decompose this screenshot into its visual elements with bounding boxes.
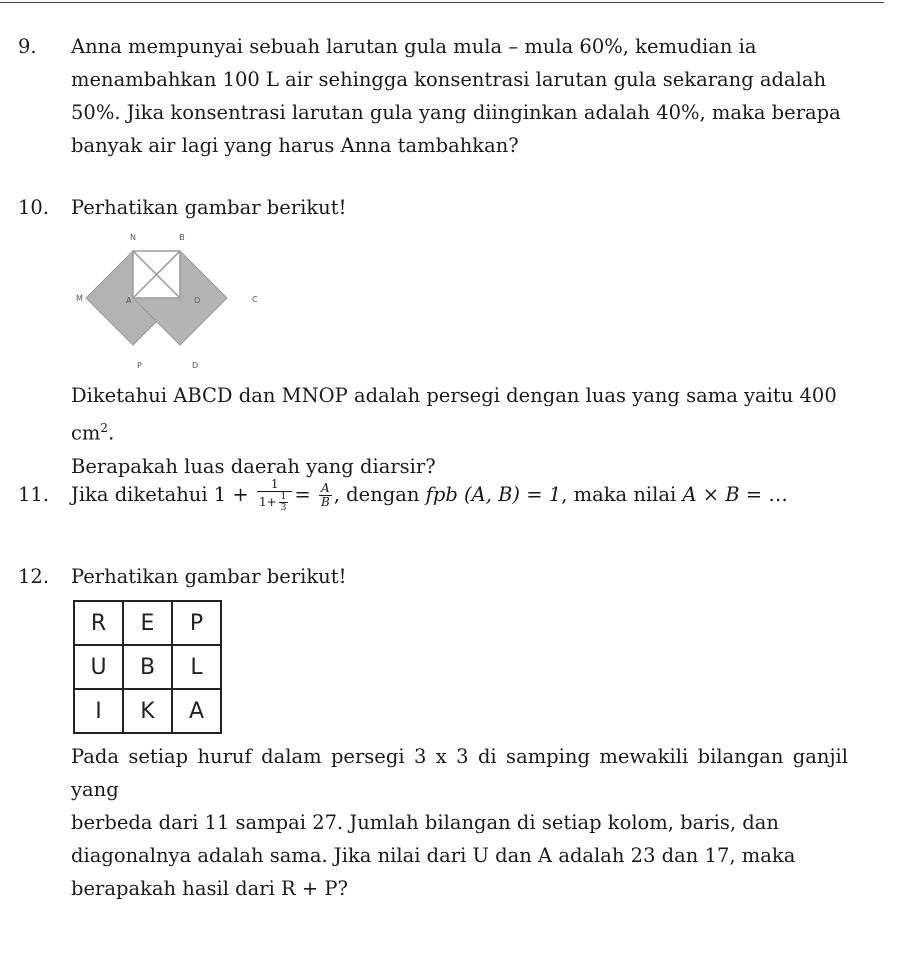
- label-c: C: [252, 295, 258, 304]
- grid-cell: A: [172, 689, 221, 733]
- question-12-text: [18, 740, 848, 905]
- letter-grid: [73, 600, 222, 734]
- q11-one: 1 +: [213, 483, 249, 506]
- question-9-number: 9.: [18, 35, 37, 58]
- question-9: [18, 30, 848, 162]
- grid-cell: R: [74, 601, 123, 645]
- question-10-number: 10.: [18, 196, 50, 219]
- q10-line-1: [71, 379, 848, 450]
- grid-cell: E: [123, 601, 172, 645]
- grid-row: [74, 645, 221, 689]
- q12-line-3: diagonalnya adalah sama. Jika nilai dari U dan A adalah 23 dan 17, maka: [71, 844, 796, 867]
- q10-superscript: 2: [100, 421, 109, 435]
- q11-equals: =: [294, 483, 311, 506]
- question-10: [18, 191, 848, 224]
- q11-frac-num: 1: [257, 478, 292, 492]
- label-d: D: [192, 361, 199, 370]
- top-rule: [0, 2, 884, 3]
- q12-intro: Perhatikan gambar berikut!: [71, 565, 347, 588]
- q9-line-2: menambahkan 100 L air sehingga konsentrasi larutan gula sekarang adalah: [71, 68, 827, 91]
- q9-line-4: banyak air lagi yang harus Anna tambahkan?: [71, 134, 519, 157]
- grid-cell: U: [74, 645, 123, 689]
- q11-b: B: [320, 495, 330, 509]
- label-p: P: [137, 361, 142, 370]
- grid-row: [74, 601, 221, 645]
- letter-grid-table: [73, 600, 222, 734]
- question-11: [18, 478, 848, 513]
- q12-line-4: berapakah hasil dari R + P?: [71, 877, 348, 900]
- q10-line-1-text: Diketahui ABCD dan MNOP adalah persegi dengan luas yang sama yaitu 400 cm: [71, 384, 837, 445]
- question-12: [18, 560, 848, 593]
- grid-cell: I: [74, 689, 123, 733]
- q11-pre: Jika diketahui: [71, 483, 214, 506]
- q11-frac-den: [257, 492, 292, 513]
- q10-intro: Perhatikan gambar berikut!: [71, 196, 347, 219]
- q11-fpb: fpb (A, B) = 1: [425, 483, 562, 506]
- grid-cell: B: [123, 645, 172, 689]
- q11-product: A × B = …: [682, 483, 788, 506]
- q9-line-1: Anna mempunyai sebuah larutan gula mula – mula 60%, kemudian ia: [71, 35, 757, 58]
- q12-line-1: Pada setiap huruf dalam persegi 3 x 3 di samping mewakili bilangan ganjil yang: [71, 745, 848, 801]
- q11-a: A: [319, 482, 332, 496]
- grid-row: [74, 689, 221, 733]
- label-n: N: [130, 233, 136, 242]
- label-a: A: [126, 296, 132, 305]
- grid-cell: K: [123, 689, 172, 733]
- q10-line-2: Berapakah luas daerah yang diarsir?: [71, 454, 436, 478]
- label-o: O: [194, 296, 201, 305]
- q11-fraction: [257, 478, 292, 513]
- q11-post: , maka nilai: [561, 483, 683, 506]
- question-12-number: 12.: [18, 565, 50, 588]
- q11-line: [71, 478, 848, 513]
- q11-frac-den-pre: 1+: [258, 495, 277, 509]
- unshaded-overlap: [133, 251, 180, 298]
- q11-inner-fraction: [279, 492, 289, 513]
- grid-cell: L: [172, 645, 221, 689]
- q12-line-2: berbeda dari 11 sampai 27. Jumlah bilangan di setiap kolom, baris, dan: [71, 811, 779, 834]
- q11-inner-num: 1: [280, 492, 287, 502]
- q11-mid: dengan: [339, 483, 426, 506]
- q10-line-1-end: .: [108, 421, 115, 445]
- squares-figure: [66, 226, 266, 372]
- label-m: M: [76, 294, 83, 303]
- question-10-text: [18, 379, 848, 483]
- q9-line-3: 50%. Jika konsentrasi larutan gula yang diinginkan adalah 40%, maka berapa: [71, 101, 841, 124]
- q11-ab-fraction: [319, 482, 332, 509]
- grid-cell: P: [172, 601, 221, 645]
- q11-comma: ,: [333, 483, 340, 506]
- q11-inner-den: 3: [280, 503, 287, 513]
- label-b: B: [179, 233, 185, 242]
- question-11-number: 11.: [18, 483, 50, 506]
